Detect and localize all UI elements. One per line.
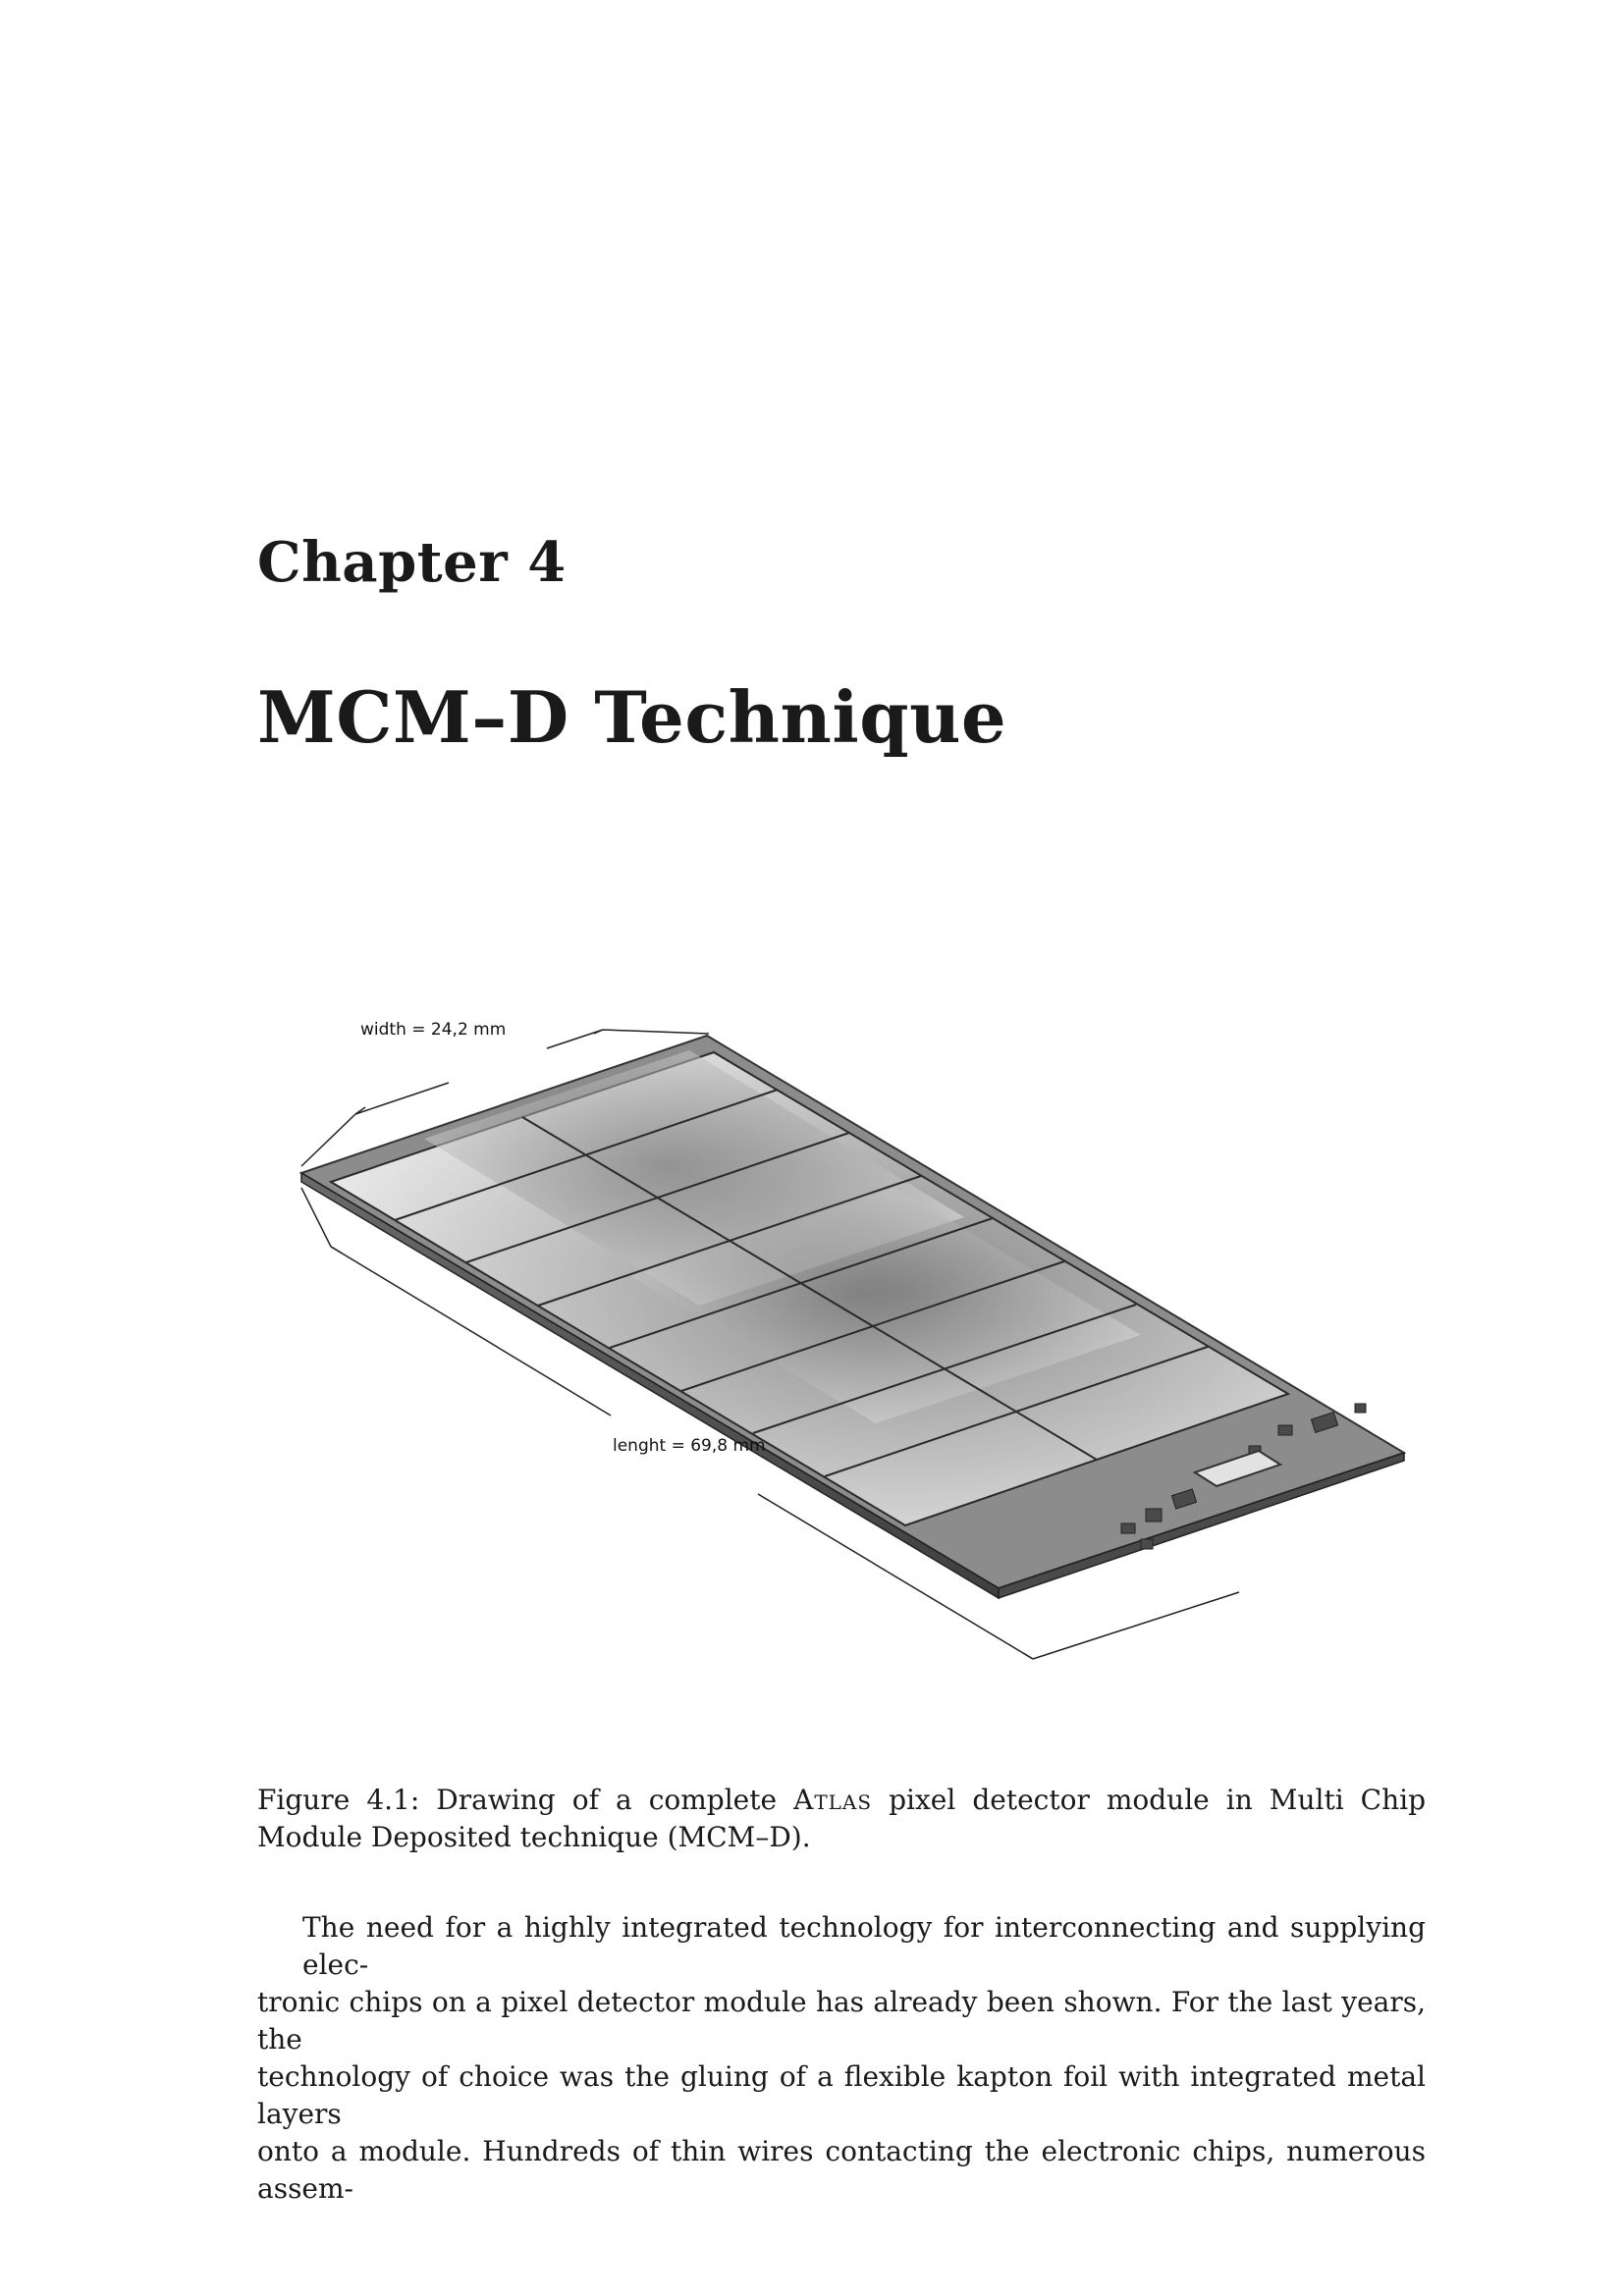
caption-prefix: Figure 4.1: Drawing of a complete: [257, 1784, 794, 1816]
body-line-2: tronic chips on a pixel detector module has already been shown. For the last years, the: [257, 1986, 1426, 2056]
body-paragraph: [257, 1909, 1426, 2208]
caption-atlas: Atlas: [793, 1784, 873, 1816]
length-label: lenght = 69,8 mm: [613, 1436, 766, 1456]
width-label: width = 24,2 mm: [360, 1020, 507, 1040]
figure-caption: [257, 1782, 1426, 1856]
body-line-4: onto a module. Hundreds of thin wires contacting the electronic chips, numerous assem-: [257, 2135, 1426, 2205]
chapter-label: Chapter 4: [257, 530, 567, 595]
caption-suffix: pixel detector module in Multi Chip Module Deposited technique (MCM–D).: [257, 1784, 1427, 1853]
chapter-title: MCM–D Technique: [257, 675, 1007, 759]
module-figure: [257, 923, 1426, 1669]
body-line-1: The need for a highly integrated technology for interconnecting and supplying elec-: [302, 1911, 1426, 1981]
module-drawing: [257, 923, 1426, 1669]
body-line-3: technology of choice was the gluing of a flexible kapton foil with integrated metal layers: [257, 2060, 1426, 2130]
